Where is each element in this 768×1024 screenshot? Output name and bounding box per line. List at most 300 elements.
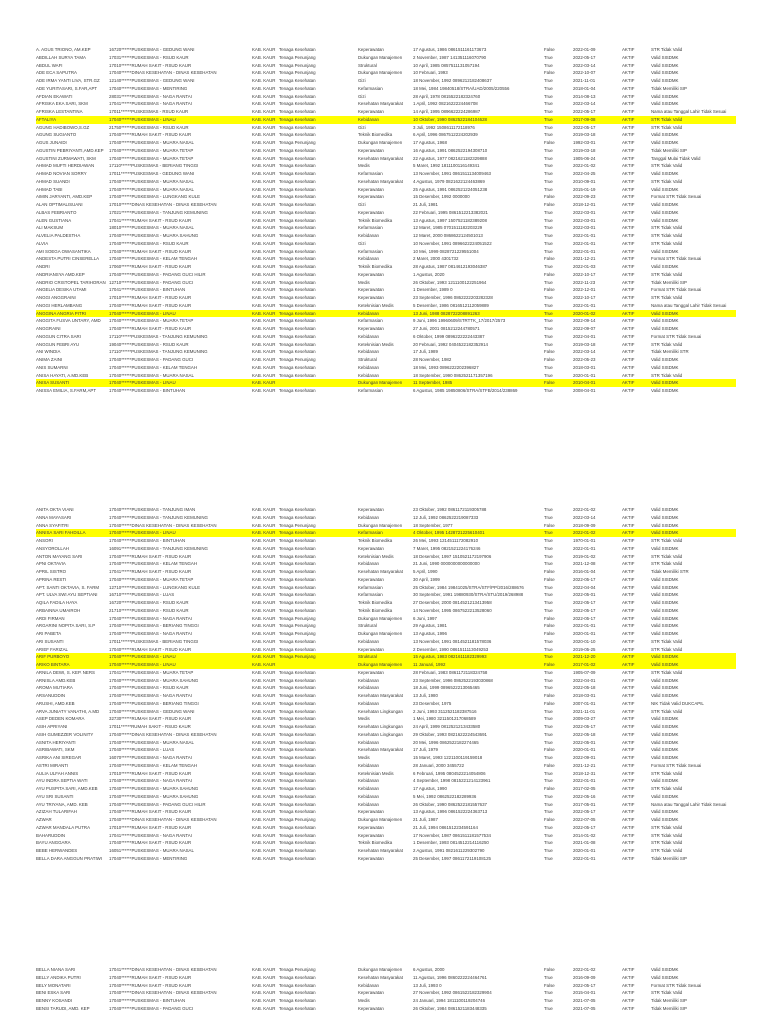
cell-regency: KAB. KAUR bbox=[252, 380, 276, 386]
cell-birth-str bbox=[413, 387, 543, 395]
cell-staff-type: Tenaga Kesehatan bbox=[279, 364, 316, 370]
cell-status: False bbox=[544, 256, 555, 262]
cell-status: True bbox=[544, 507, 553, 512]
cell-active: AKTIF bbox=[622, 295, 635, 300]
cell-regency: KAB. KAUR bbox=[252, 592, 276, 598]
cell-profession: Teknik Biomedika bbox=[358, 217, 393, 223]
cell-active: AKTIF bbox=[622, 998, 635, 1003]
cell-staff-type: Tenaga Kesehatan bbox=[279, 731, 316, 737]
cell-status: False bbox=[544, 70, 555, 76]
cell-staff-type: Tenaga Kesehatan bbox=[279, 372, 316, 378]
cell-profession: Medis bbox=[358, 998, 370, 1003]
cell-workplace: 17040******PUSKESMAS - MUARA NASAL bbox=[109, 186, 194, 192]
cell-staff-type: Tenaga Kesehatan bbox=[279, 333, 316, 339]
cell-profession: Kebidanan bbox=[358, 256, 379, 262]
cell-staff-type: Tenaga Kesehatan bbox=[279, 240, 316, 246]
cell-birth-str bbox=[413, 255, 543, 263]
cell-start-date: 2018-01-04 bbox=[573, 85, 596, 91]
cell-profession: Kebidanan bbox=[358, 786, 379, 791]
cell-str-number: 0862521224051238 bbox=[448, 186, 488, 192]
cell-staff-type: Tenaga Kesehatan bbox=[279, 855, 316, 861]
table-row bbox=[36, 255, 736, 263]
cell-start-date: 2022-01-02 bbox=[573, 163, 596, 169]
cell-str-number: 1510521172197906 bbox=[452, 553, 492, 559]
cell-profession: Gizi bbox=[358, 93, 366, 99]
cell-start-date: 2022-05-17 bbox=[573, 607, 596, 613]
cell-profession: Medis bbox=[358, 755, 370, 760]
cell-active: AKTIF bbox=[622, 93, 635, 99]
cell-birth-str bbox=[413, 966, 543, 974]
cell-birth-date: 13 Juni, 1988 bbox=[413, 310, 440, 316]
cell-workplace: 17040******PUSKESMAS - LINAU bbox=[109, 530, 176, 536]
cell-profession: Kefarmasian bbox=[358, 171, 383, 176]
cell-active: AKTIF bbox=[622, 333, 635, 339]
cell-active: AKTIF bbox=[622, 646, 635, 652]
cell-str-number: 0861512234591164 bbox=[439, 824, 478, 830]
table-row bbox=[36, 731, 736, 739]
cell-str-number: 0821621182329888 bbox=[448, 155, 487, 161]
cell-birth-str bbox=[413, 746, 543, 754]
cell-staff-type: Tenaga Kesehatan bbox=[279, 217, 316, 223]
cell-status: False bbox=[544, 140, 555, 145]
cell-validation: Valid SISDMK bbox=[651, 70, 679, 76]
cell-workplace: 17021******PUSKESMAS - TANJUNG KEMUNING bbox=[109, 209, 208, 215]
cell-str-number: 0816512112059889 bbox=[450, 302, 489, 308]
cell-birth-str bbox=[413, 560, 543, 568]
cell-status: False bbox=[544, 700, 555, 706]
cell-validation: Valid SISDMK bbox=[651, 747, 679, 753]
cell-birth-date: 29 Oktober, 1993 bbox=[413, 731, 447, 737]
cell-status: True bbox=[544, 848, 553, 853]
cell-str-number: 0821611229302790 bbox=[445, 848, 485, 853]
cell-start-date: 2022-05-01 bbox=[573, 739, 596, 745]
cell-str-number: 0404522182352914 bbox=[448, 341, 488, 347]
cell-birth-date: 1 Desember, 1989 bbox=[413, 287, 449, 293]
cell-name: BAHARUDDIN bbox=[36, 832, 66, 838]
cell-start-date: 2022-01-01 bbox=[573, 855, 596, 861]
cell-active: AKTIF bbox=[622, 357, 635, 362]
cell-birth-date: 21 Juli, 1981 bbox=[413, 202, 438, 207]
cell-birth-date: 30 April, 1999 bbox=[413, 576, 440, 582]
cell-status: True bbox=[544, 116, 553, 122]
cell-birth-date: 6 April, 1996 bbox=[413, 132, 438, 138]
cell-start-date: 2019-03-18 bbox=[573, 132, 596, 138]
cell-start-date: 2020-01-01 bbox=[573, 631, 596, 636]
cell-name: BENI ESKA SARI bbox=[36, 990, 71, 996]
cell-birth-date: 15 Agustus, 1983 bbox=[413, 654, 447, 660]
cell-validation: Valid SISDMK bbox=[651, 592, 679, 598]
cell-profession: Keperawatan bbox=[358, 295, 384, 300]
cell-str-number: 19960609/STRTTK_17/2017/2573 bbox=[438, 318, 506, 324]
cell-validation: Nama atau Tanggal Lahir Tidak Sesuai bbox=[651, 302, 727, 308]
cell-str-number: 19840518/STRA/UAD/2005/220556 bbox=[439, 85, 510, 91]
cell-name: AYU SRI SUSANTI bbox=[36, 793, 74, 799]
cell-active: AKTIF bbox=[622, 840, 635, 846]
cell-birth-str bbox=[413, 723, 543, 731]
cell-regency: KAB. KAUR bbox=[252, 998, 276, 1003]
cell-workplace: 17040******RUMAH SAKIT - RSUD KAUR bbox=[109, 974, 192, 980]
cell-active: AKTIF bbox=[622, 178, 635, 184]
cell-status: True bbox=[544, 832, 553, 838]
cell-profession: Kebidanan bbox=[358, 793, 379, 799]
cell-name: ANISA SUSANTI bbox=[36, 380, 70, 386]
cell-validation: STR Tidak Valid bbox=[651, 163, 683, 169]
cell-start-date: 2019-03-18 bbox=[573, 147, 596, 153]
cell-birth-str bbox=[413, 506, 543, 514]
table-row bbox=[36, 622, 736, 630]
cell-str-number: 1811100116149341 bbox=[441, 163, 480, 169]
cell-regency: KAB. KAUR bbox=[252, 840, 276, 846]
cell-workplace: 17041******PUSKESMAS - BINTUHAN bbox=[109, 287, 186, 293]
cell-profession: Keperawatan bbox=[358, 576, 384, 582]
cell-regency: KAB. KAUR bbox=[252, 302, 276, 308]
cell-regency: KAB. KAUR bbox=[252, 530, 276, 536]
cell-staff-type: Tenaga Kesehatan bbox=[279, 755, 316, 760]
cell-str-number: 0814512214116250 bbox=[450, 840, 489, 846]
cell-birth-str bbox=[413, 217, 543, 225]
cell-str-number: 3455722 bbox=[446, 762, 465, 768]
cell-birth-str bbox=[413, 178, 543, 186]
table-row bbox=[36, 669, 736, 677]
cell-birth-date: 23 September, 1996 bbox=[413, 295, 453, 300]
cell-validation: Valid SISDMK bbox=[651, 974, 679, 980]
cell-name: AFRISKA EKA SARI, SKM bbox=[36, 101, 88, 107]
cell-start-date: 2017-02-05 bbox=[573, 786, 596, 791]
cell-birth-str bbox=[413, 715, 543, 723]
cell-start-date: 2022-05-18 bbox=[573, 685, 596, 691]
cell-name: AZIZAH TULARIFAH bbox=[36, 809, 77, 815]
cell-status: False bbox=[544, 631, 555, 636]
cell-str-number: 0000000 bbox=[452, 194, 470, 200]
cell-birth-date: 11 Januari, 1992 bbox=[413, 662, 446, 667]
cell-active: AKTIF bbox=[622, 287, 635, 293]
cell-status: True bbox=[544, 85, 553, 91]
cell-name: ARIF PURBOYO bbox=[36, 654, 70, 660]
cell-str-number: 0828722208891263 bbox=[440, 310, 480, 316]
cell-active: AKTIF bbox=[622, 116, 635, 122]
cell-birth-date: 28 November, 1982 bbox=[413, 357, 452, 362]
cell-name: ANGGRAINI bbox=[36, 326, 61, 331]
table-row bbox=[36, 746, 736, 754]
cell-birth-str bbox=[413, 108, 543, 116]
cell-str-number: 0861172118324758 bbox=[448, 669, 488, 675]
cell-validation: Tidak Memiliki SIP bbox=[651, 998, 687, 1003]
cell-birth-str bbox=[413, 201, 543, 209]
cell-profession: Kebidanan bbox=[358, 739, 379, 745]
cell-name: ARDI FIRMAN bbox=[36, 615, 65, 621]
cell-name: BELLY ANDIKA PUTRI bbox=[36, 974, 81, 980]
cell-workplace: 17010******DINAS KESEHATAN - DINAS KESEHATAN bbox=[109, 202, 217, 207]
cell-birth-str bbox=[413, 731, 543, 739]
cell-birth-str bbox=[413, 974, 543, 982]
table-row bbox=[36, 785, 736, 793]
cell-validation: Valid SISDMK bbox=[651, 584, 679, 590]
cell-validation: Valid SISDMK bbox=[651, 600, 679, 605]
cell-regency: KAB. KAUR bbox=[252, 584, 276, 590]
cell-staff-type: Tenaga Kesehatan bbox=[279, 132, 316, 138]
cell-active: AKTIF bbox=[622, 514, 635, 520]
table-row bbox=[36, 279, 736, 287]
cell-birth-str bbox=[413, 816, 543, 824]
table-row bbox=[36, 1005, 736, 1013]
cell-validation: Valid SISDMK bbox=[651, 132, 679, 138]
cell-active: AKTIF bbox=[622, 85, 635, 91]
cell-birth-str bbox=[413, 279, 543, 287]
table-row bbox=[36, 341, 736, 349]
staff-table-block-2 bbox=[36, 506, 736, 863]
table-row bbox=[36, 62, 736, 70]
cell-active: AKTIF bbox=[622, 302, 635, 308]
cell-str-number: 1221100119159018 bbox=[443, 755, 483, 760]
cell-workplace: 17040******PUSKESMAS - LINAU bbox=[109, 116, 176, 122]
cell-workplace: 17040******DINAS KESEHATAN - DINAS KESEHATAN bbox=[109, 990, 217, 996]
cell-str-number: 0896522213065465 bbox=[440, 685, 480, 691]
staff-table-block-1 bbox=[36, 46, 736, 395]
cell-str-number: 0821611182329993 bbox=[448, 654, 487, 660]
cell-str-number: 0861511134009463 bbox=[452, 171, 491, 176]
cell-active: AKTIF bbox=[622, 163, 635, 169]
cell-active: AKTIF bbox=[622, 631, 635, 636]
cell-birth-str bbox=[413, 615, 543, 623]
cell-str-number: 0896222202396827 bbox=[439, 364, 479, 370]
cell-birth-str bbox=[413, 599, 543, 607]
cell-birth-date: 10 November, 1991 bbox=[413, 240, 452, 246]
table-row bbox=[36, 646, 736, 654]
cell-birth-str bbox=[413, 224, 543, 232]
cell-staff-type: Tenaga Kesehatan bbox=[279, 302, 316, 308]
cell-birth-str bbox=[413, 770, 543, 778]
cell-workplace: 21710******PUSKESMAS - RSUD KAUR bbox=[109, 607, 189, 613]
table-row bbox=[36, 700, 736, 708]
cell-staff-type: Tenaga Kesehatan bbox=[279, 538, 316, 543]
cell-validation: STR Tidak Valid bbox=[651, 770, 683, 776]
cell-name: BENSI TARUDI, AMD. KEP bbox=[36, 1005, 90, 1011]
cell-active: AKTIF bbox=[622, 693, 635, 698]
cell-status: True bbox=[544, 326, 553, 331]
cell-str-number: 0815522182324760 bbox=[441, 93, 481, 99]
cell-name: ANGGITA FUSVA UNTARY, AMD bbox=[36, 318, 101, 324]
cell-regency: KAB. KAUR bbox=[252, 109, 276, 114]
table-row bbox=[36, 85, 736, 93]
table-row bbox=[36, 545, 736, 553]
cell-active: AKTIF bbox=[622, 78, 635, 83]
table-row bbox=[36, 100, 736, 108]
cell-workplace: 17041******PUSKESMAS - NAGA RANTAI bbox=[109, 832, 192, 838]
cell-birth-str bbox=[413, 100, 543, 108]
cell-profession: Dukungan Manajemen bbox=[358, 817, 403, 822]
cell-birth-date: 23 September, 1996 bbox=[413, 677, 453, 683]
cell-birth-date: 4 Oktober, 1995 bbox=[413, 530, 445, 536]
cell-profession: Teknik Biomedika bbox=[358, 132, 393, 138]
cell-active: AKTIF bbox=[622, 171, 635, 176]
cell-birth-str bbox=[413, 341, 543, 349]
cell-profession: Teknik Biomedika bbox=[358, 538, 393, 543]
cell-birth-date: 17 Juli, 1979 bbox=[413, 747, 438, 753]
cell-profession: Kefarmasian bbox=[358, 388, 383, 393]
cell-start-date: 2018-12-31 bbox=[573, 770, 596, 776]
cell-active: AKTIF bbox=[622, 530, 635, 536]
cell-active: AKTIF bbox=[622, 240, 635, 246]
cell-start-date: 2014-01-02 bbox=[573, 832, 596, 838]
cell-regency: KAB. KAUR bbox=[252, 817, 276, 822]
table-row bbox=[36, 630, 736, 638]
table-row bbox=[36, 193, 736, 201]
cell-status: True bbox=[544, 646, 553, 652]
cell-start-date: 2020-01-01 bbox=[573, 848, 596, 853]
cell-staff-type: Tenaga Kesehatan bbox=[279, 646, 316, 652]
cell-active: AKTIF bbox=[622, 607, 635, 613]
cell-status: True bbox=[544, 225, 553, 231]
cell-active: AKTIF bbox=[622, 623, 635, 629]
cell-workplace: 17040******PUSKESMAS - RSUD KAUR bbox=[109, 240, 189, 246]
cell-staff-type: Tenaga Kesehatan bbox=[279, 584, 316, 590]
cell-active: AKTIF bbox=[622, 310, 635, 316]
cell-name: AGUS JUNAIDI bbox=[36, 140, 67, 145]
cell-workplace: 17110******PUSKESMAS - BERIANG TINGGI bbox=[109, 163, 199, 169]
cell-regency: KAB. KAUR bbox=[252, 124, 276, 130]
cell-active: AKTIF bbox=[622, 801, 635, 807]
cell-regency: KAB. KAUR bbox=[252, 132, 276, 138]
cell-start-date: 2022-01-01 bbox=[573, 248, 596, 254]
cell-birth-str bbox=[413, 193, 543, 201]
cell-birth-date: 18 Desember, 1997 bbox=[413, 553, 452, 559]
cell-profession: Kebidanan bbox=[358, 561, 379, 567]
cell-regency: KAB. KAUR bbox=[252, 793, 276, 799]
cell-workplace: 17040******PUSKESMAS - MUARA NASAL bbox=[109, 372, 194, 378]
cell-active: AKTIF bbox=[622, 545, 635, 551]
cell-birth-date: 14 April, 1995 bbox=[413, 109, 440, 114]
cell-regency: KAB. KAUR bbox=[252, 778, 276, 784]
cell-profession: Teknik Biomedika bbox=[358, 264, 393, 269]
cell-birth-date: 12 Juli, 1992 bbox=[413, 514, 438, 520]
cell-str-number: 1811100119204746 bbox=[446, 998, 486, 1003]
table-row bbox=[36, 832, 736, 840]
cell-regency: KAB. KAUR bbox=[252, 553, 276, 559]
cell-birth-str bbox=[413, 839, 543, 847]
cell-regency: KAB. KAUR bbox=[252, 801, 276, 807]
cell-start-date: 2019-05-25 bbox=[573, 646, 596, 652]
cell-name: AQILA FADILA HAYA bbox=[36, 600, 78, 605]
cell-regency: KAB. KAUR bbox=[252, 178, 276, 184]
table-row bbox=[36, 615, 736, 623]
cell-birth-str bbox=[413, 69, 543, 77]
cell-staff-type: Tenaga Penunjang bbox=[279, 62, 316, 68]
cell-birth-date: 29 Agustus, 1981 bbox=[413, 623, 447, 629]
cell-name: ARI SUSANTI bbox=[36, 638, 64, 644]
cell-name: ANNA MAYASARI bbox=[36, 514, 72, 520]
cell-str-number: 0828721229551004 bbox=[439, 248, 479, 254]
cell-validation: STR Tidak Valid bbox=[651, 295, 683, 300]
cell-birth-date: 2 Juni, 1993 bbox=[413, 708, 437, 714]
cell-status: True bbox=[544, 607, 553, 613]
cell-workplace: 17040******DINAS KESEHATAN - DINAS KESEHATAN bbox=[109, 70, 217, 76]
cell-birth-date: 17 November, 1987 bbox=[413, 832, 452, 838]
table-row bbox=[36, 576, 736, 584]
cell-birth-str bbox=[413, 591, 543, 599]
cell-birth-str bbox=[413, 162, 543, 170]
cell-birth-date: 2 Agustus, 1991 bbox=[413, 848, 445, 853]
cell-status: True bbox=[544, 1005, 553, 1011]
cell-birth-str bbox=[413, 139, 543, 147]
cell-regency: KAB. KAUR bbox=[252, 47, 276, 52]
cell-name: ASRIBAWATI, SKM bbox=[36, 747, 75, 753]
cell-workplace: 17040******PUSKESMAS - GEDUNG WANI bbox=[109, 708, 195, 714]
cell-birth-str bbox=[413, 317, 543, 325]
table-row bbox=[36, 232, 736, 240]
cell-active: AKTIF bbox=[622, 576, 635, 582]
cell-start-date: 2021-07-05 bbox=[573, 1005, 596, 1011]
cell-validation: Valid SISDMK bbox=[651, 685, 679, 691]
cell-staff-type: Tenaga Kesehatan bbox=[279, 256, 316, 262]
cell-status: True bbox=[544, 600, 553, 605]
cell-validation: STR Tidak Valid bbox=[651, 233, 683, 238]
cell-staff-type: Tenaga Kesehatan bbox=[279, 982, 316, 988]
cell-staff-type: Tenaga Kesehatan bbox=[279, 669, 316, 675]
cell-birth-date: 18 Mei, 1993 bbox=[413, 364, 439, 370]
cell-staff-type: Tenaga Kesehatan bbox=[279, 264, 316, 269]
cell-workplace: 17040******DINAS KESEHATAN - DINAS KESEHATAN bbox=[109, 522, 217, 528]
cell-birth-date: 15 Desember, 1992 bbox=[413, 194, 452, 200]
cell-birth-str bbox=[413, 147, 543, 155]
cell-birth-date: 22 Agustus, 1977 bbox=[413, 155, 447, 161]
cell-birth-date: 3 Juli, 1992 bbox=[413, 124, 436, 130]
cell-str-number: 19841025/STRA/STF/PP/2016/288676 bbox=[447, 584, 524, 590]
cell-birth-date: 13 Agustus, 1997 bbox=[413, 217, 447, 223]
cell-staff-type: Tenaga Kesehatan bbox=[279, 786, 316, 791]
cell-validation: STR Tidak Valid bbox=[651, 178, 683, 184]
cell-str-number: 0896222222443387 bbox=[445, 333, 485, 339]
table-row bbox=[36, 801, 736, 809]
cell-status: True bbox=[544, 147, 553, 153]
table-row bbox=[36, 692, 736, 700]
cell-regency: KAB. KAUR bbox=[252, 233, 276, 238]
cell-validation: Valid SISDMK bbox=[651, 318, 679, 324]
cell-regency: KAB. KAUR bbox=[252, 295, 276, 300]
cell-status: True bbox=[544, 388, 553, 393]
cell-birth-date: 6 Agustus, 2000 bbox=[413, 967, 445, 972]
table-row bbox=[36, 348, 736, 356]
cell-regency: KAB. KAUR bbox=[252, 747, 276, 753]
cell-start-date: 2022-03-01 bbox=[573, 209, 596, 215]
table-row bbox=[36, 93, 736, 101]
cell-validation: Tidak Memiliki SIP bbox=[651, 855, 687, 861]
table-row bbox=[36, 317, 736, 325]
table-row bbox=[36, 607, 736, 615]
cell-workplace: 17041******PUSKESMAS - NAGA RANTAI bbox=[109, 101, 192, 107]
cell-status: False bbox=[544, 693, 555, 698]
cell-str-number: 0867512224202939 bbox=[438, 132, 478, 138]
cell-start-date: 2022-01-01 bbox=[573, 778, 596, 784]
cell-profession: Kefarmasian bbox=[358, 530, 383, 536]
cell-name: AYU TRIYANA, AMD. KEB bbox=[36, 801, 88, 807]
cell-status: True bbox=[544, 233, 553, 238]
cell-status: True bbox=[544, 54, 553, 60]
cell-status: False bbox=[544, 762, 555, 768]
table-row bbox=[36, 529, 736, 537]
cell-start-date: 2021-01-08 bbox=[573, 840, 596, 846]
cell-validation: Valid SISDMK bbox=[651, 140, 679, 145]
table-row bbox=[36, 302, 736, 310]
cell-str-number: 0861511181577534 bbox=[452, 832, 491, 838]
cell-workplace: 17040******PUSKESMAS - PADANG GUCI bbox=[109, 357, 194, 362]
cell-str-number: 0 bbox=[450, 287, 453, 293]
cell-validation: Valid SISDMK bbox=[651, 623, 679, 629]
cell-start-date: 1992-03-01 bbox=[573, 140, 596, 145]
cell-regency: KAB. KAUR bbox=[252, 762, 276, 768]
cell-start-date: 1970-01-01 bbox=[573, 538, 596, 543]
cell-profession: Keperawatan bbox=[358, 271, 384, 277]
cell-profession: Kebidanan bbox=[358, 514, 379, 520]
